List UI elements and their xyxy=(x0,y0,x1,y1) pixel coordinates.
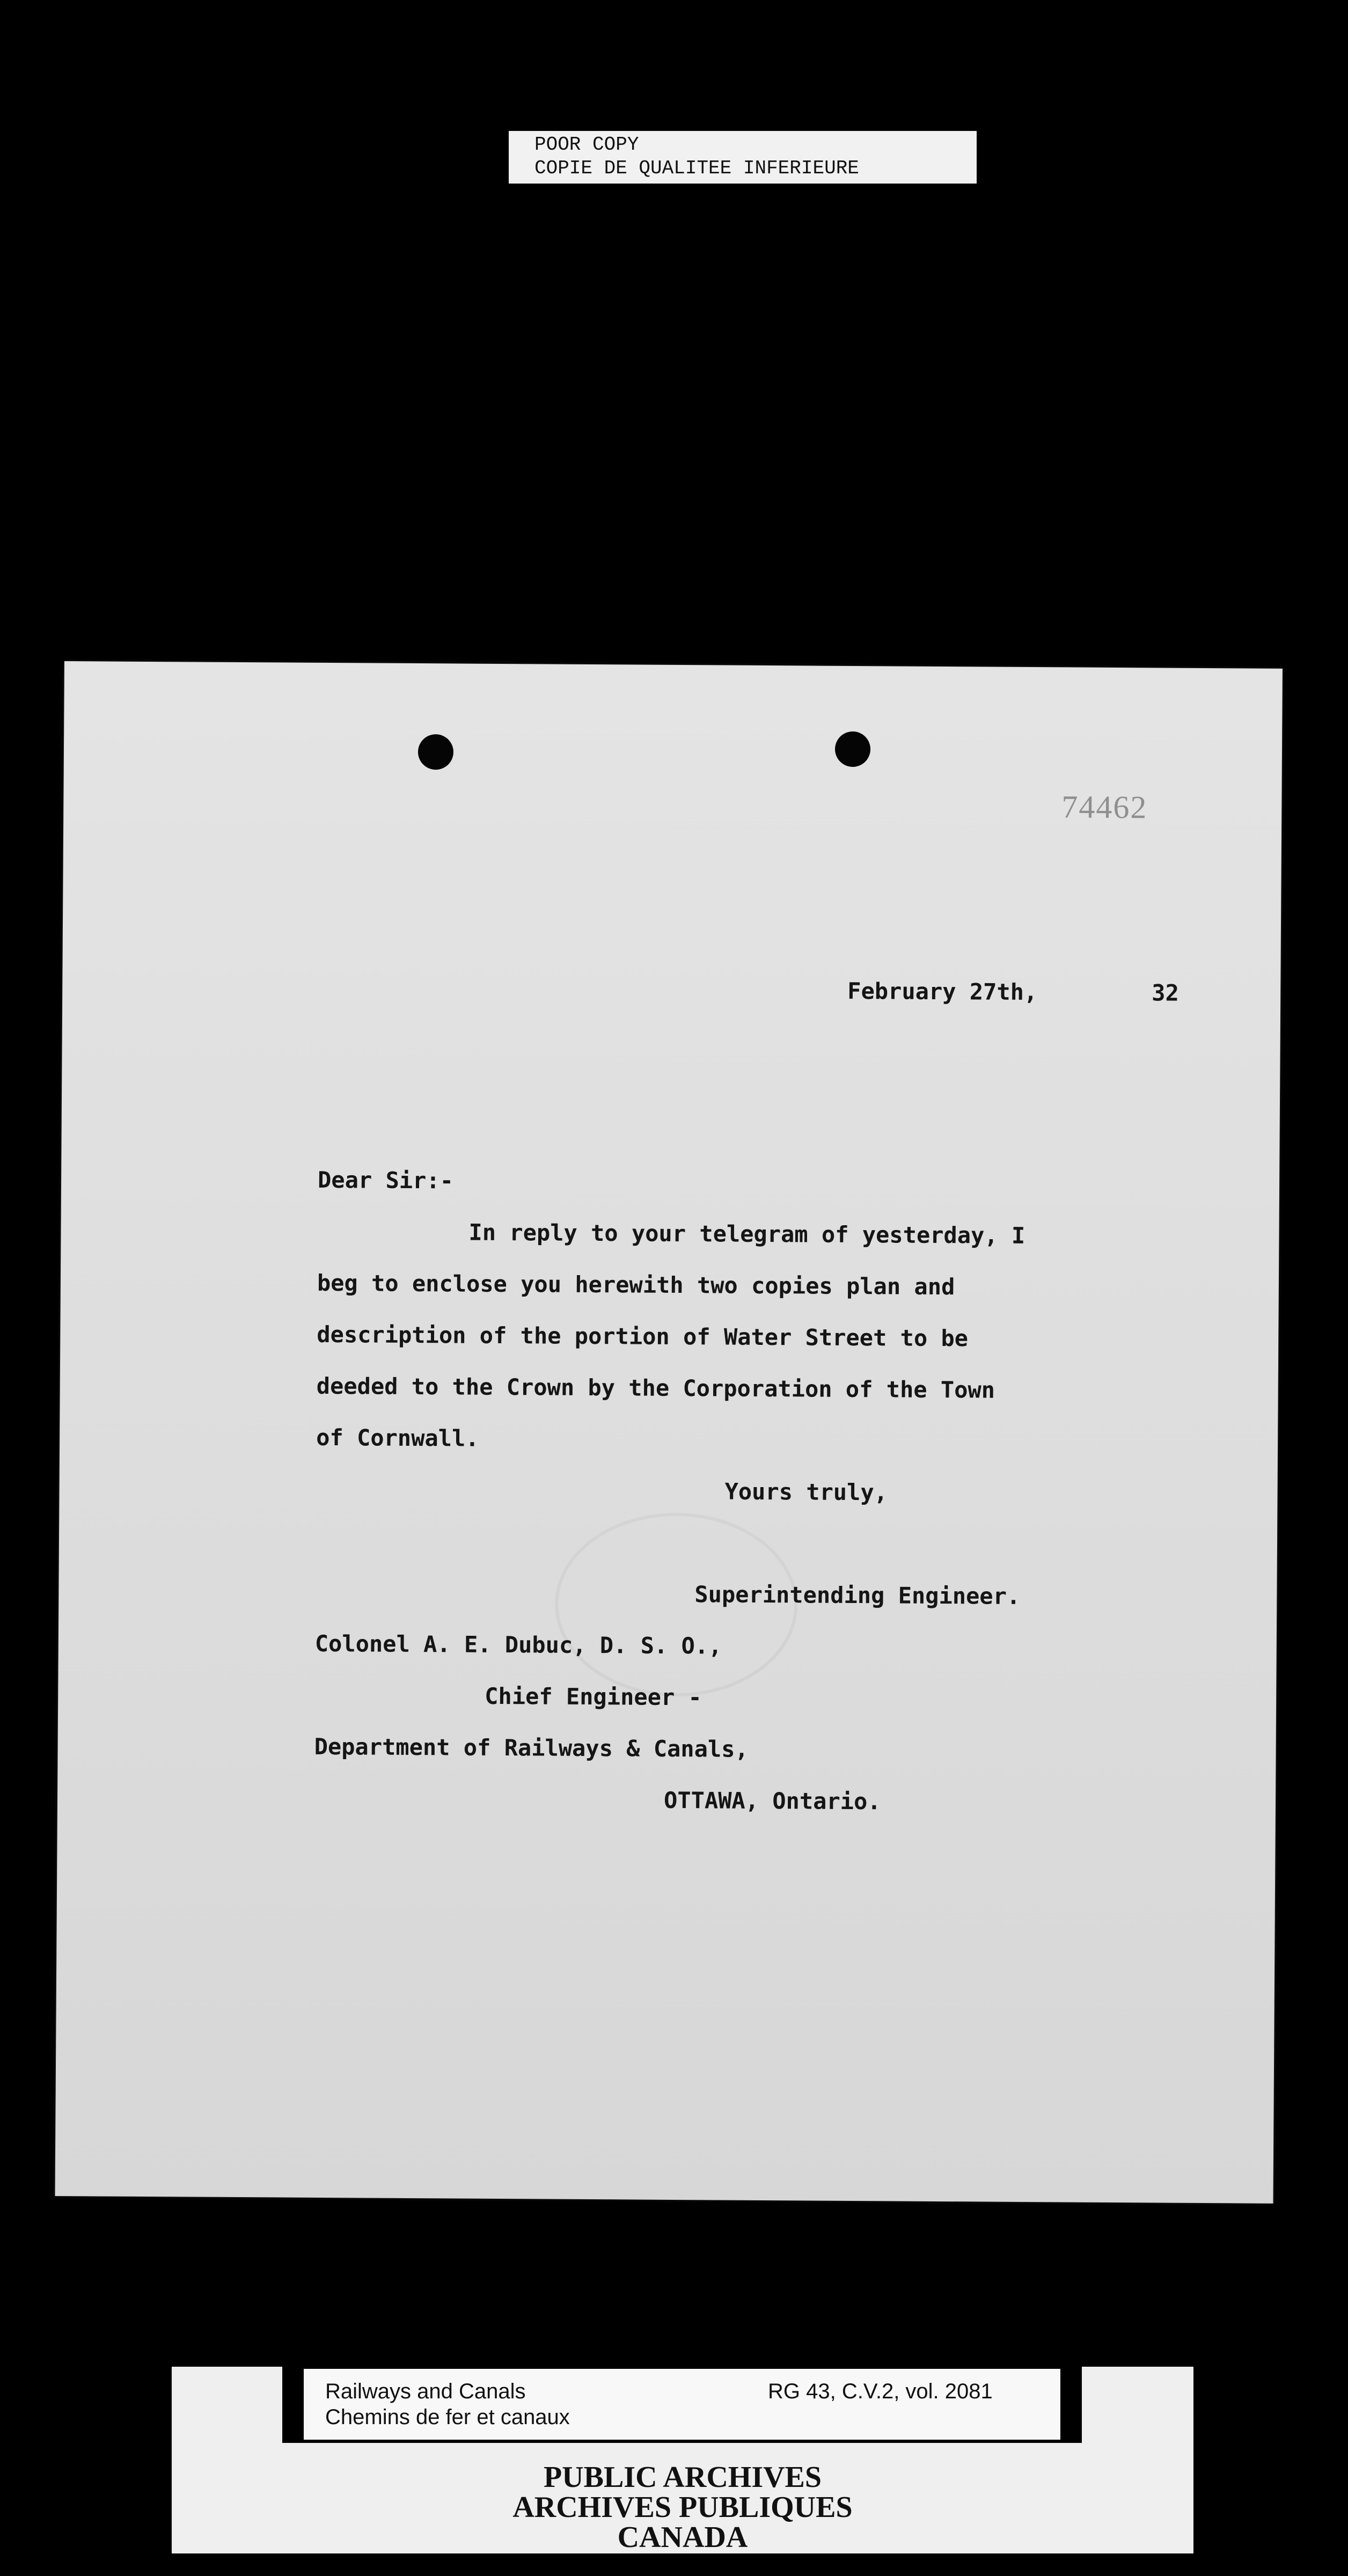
closing: Yours truly, xyxy=(724,1478,888,1506)
addressee-city: OTTAWA, Ontario. xyxy=(663,1787,881,1815)
archives-title xyxy=(172,2462,1193,2552)
source-card xyxy=(304,2369,1060,2440)
addressee-name: Colonel A. E. Dubuc, D. S. O., xyxy=(314,1630,722,1659)
archives-line-en: PUBLIC ARCHIVES xyxy=(543,2461,822,2494)
poor-copy-label xyxy=(509,131,977,184)
body-line-5: of Cornwall. xyxy=(316,1424,479,1452)
archives-line-fr: ARCHIVES PUBLIQUES xyxy=(512,2491,853,2524)
addressee-role: Chief Engineer - xyxy=(485,1682,702,1711)
archives-line-country: CANADA xyxy=(617,2521,748,2554)
archives-footer xyxy=(172,2367,1193,2553)
file-number: 74462 xyxy=(1061,789,1148,825)
fonds-french: Chemins de fer et canaux xyxy=(325,2405,570,2429)
letter-page xyxy=(55,661,1283,2204)
fonds-english: Railways and Canals xyxy=(325,2380,526,2403)
body-line-2: beg to enclose you herewith two copies plan and xyxy=(317,1269,955,1300)
body-line-4: deeded to the Crown by the Corporation of the Town xyxy=(316,1372,995,1403)
archival-reference: RG 43, C.V.2, vol. 2081 xyxy=(768,2380,993,2403)
body-line-3: description of the portion of Water Street to be xyxy=(317,1321,969,1352)
punch-hole-right xyxy=(835,731,870,767)
poor-copy-label-fr: COPIE DE QUALITEE INFERIEURE xyxy=(534,157,859,179)
salutation: Dear Sir:- xyxy=(317,1166,454,1194)
addressee-department: Department of Railways & Canals, xyxy=(314,1733,749,1762)
punch-hole-left xyxy=(418,734,453,770)
poor-copy-label-en: POOR COPY xyxy=(534,134,639,156)
letter-date: February 27th, xyxy=(847,977,1038,1006)
signature-title: Superintending Engineer. xyxy=(694,1581,1021,1609)
letter-year: 32 xyxy=(1152,979,1179,1006)
body-line-1: In reply to your telegram of yesterday, I xyxy=(468,1219,1025,1249)
source-bar xyxy=(282,2367,1082,2443)
